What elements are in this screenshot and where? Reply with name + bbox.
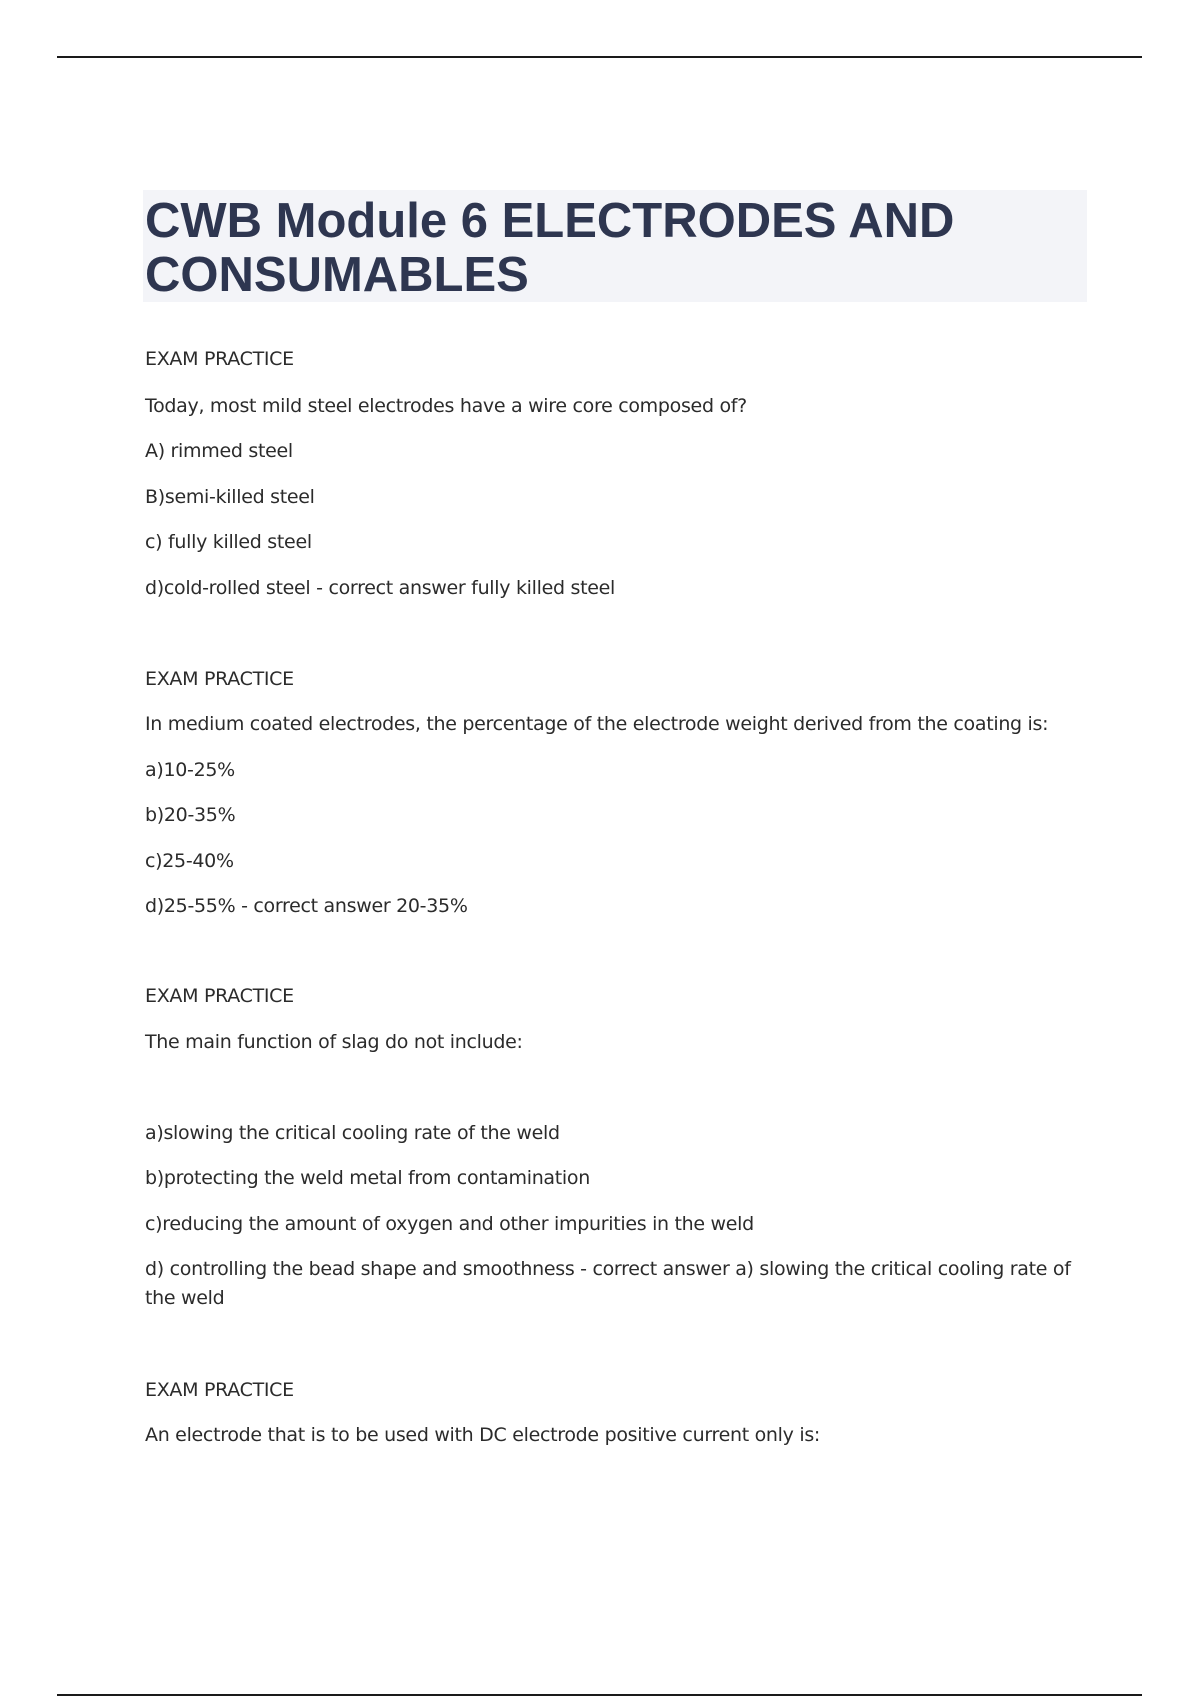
q2-header: EXAM PRACTICE: [145, 668, 294, 690]
q2-option-d-answer: d)25-55% - correct answer 20-35%: [145, 895, 468, 917]
q3-option-a: a)slowing the critical cooling rate of the weld: [145, 1122, 560, 1144]
q2-option-c: c)25-40%: [145, 850, 234, 872]
title-banner: [143, 190, 1087, 302]
q3-option-c: c)reducing the amount of oxygen and other impurities in the weld: [145, 1213, 754, 1235]
q3-option-d-answer: d) controlling the bead shape and smoothness - correct answer a) slowing the critical cooling rate of the weld: [145, 1258, 1071, 1309]
q4-header: EXAM PRACTICE: [145, 1379, 294, 1401]
bottom-rule: [57, 1694, 1142, 1696]
q4-question: An electrode that is to be used with DC electrode positive current only is:: [145, 1424, 821, 1446]
q2-question: In medium coated electrodes, the percentage of the electrode weight derived from the coating is:: [145, 713, 1049, 735]
q1-question: Today, most mild steel electrodes have a wire core composed of?: [145, 395, 747, 417]
q1-option-c: c) fully killed steel: [145, 531, 312, 553]
q1-option-b: B)semi-killed steel: [145, 486, 315, 508]
q3-question: The main function of slag do not include:: [145, 1031, 523, 1053]
q3-header: EXAM PRACTICE: [145, 985, 294, 1007]
q1-header: EXAM PRACTICE: [145, 348, 294, 370]
document-title: CWB Module 6 ELECTRODES AND CONSUMABLES: [145, 194, 955, 302]
q3-option-b: b)protecting the weld metal from contamination: [145, 1167, 590, 1189]
q2-option-b: b)20-35%: [145, 804, 236, 826]
q2-option-a: a)10-25%: [145, 759, 235, 781]
q1-option-d-answer: d)cold-rolled steel - correct answer fully killed steel: [145, 577, 615, 599]
top-rule: [57, 56, 1142, 58]
q1-option-a: A) rimmed steel: [145, 440, 293, 462]
